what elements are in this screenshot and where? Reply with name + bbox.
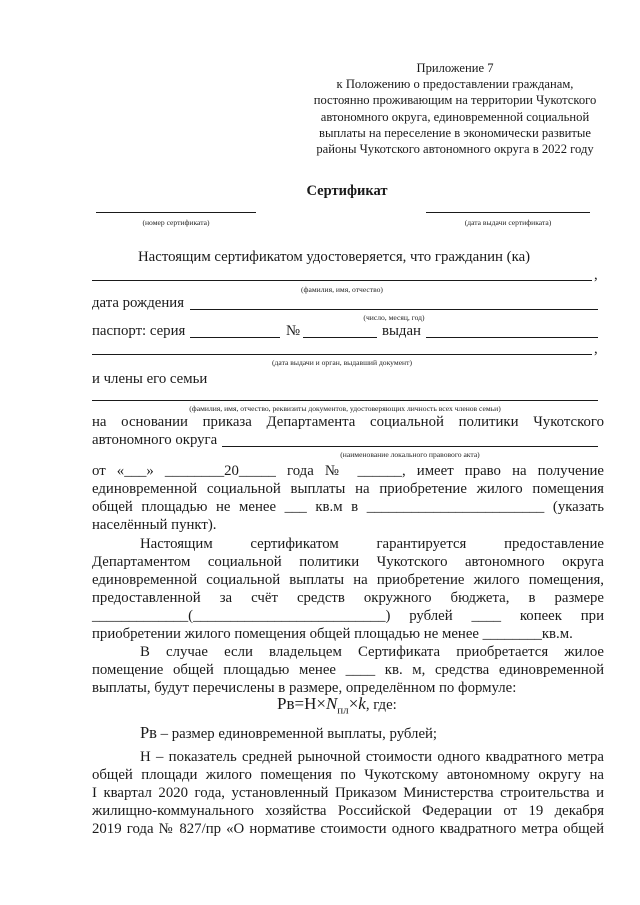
body-line: населённый пункт). bbox=[92, 517, 217, 533]
appendix-line: выплаты на переселение в экономически развитые bbox=[319, 125, 591, 140]
certify-intro: Настоящим сертификатом удостоверяется, что гражданин (ка) bbox=[138, 249, 531, 265]
issue-date-field[interactable] bbox=[426, 212, 590, 213]
body-line: 2019 года № 827/пр «О нормативе стоимости одного квадратного метра общей bbox=[92, 821, 604, 837]
fio-field[interactable] bbox=[92, 280, 592, 281]
family-field[interactable] bbox=[92, 400, 598, 401]
body-line: помещение общей площадью менее ____ кв. м, средства единовременной bbox=[92, 662, 604, 678]
body-line: Настоящим сертификатом гарантируется предоставление bbox=[140, 536, 604, 552]
passport-issued-field[interactable] bbox=[426, 337, 598, 338]
body-line: общей площадью не менее ___ кв.м в ________________________ (указать bbox=[92, 499, 604, 515]
body-line: автономного округа bbox=[92, 432, 218, 448]
formula-h: Н bbox=[304, 694, 317, 713]
family-label: и члены его семьи bbox=[92, 371, 208, 387]
dob-caption: (число, месяц, год) bbox=[363, 313, 425, 322]
document-title: Сертификат bbox=[306, 183, 388, 199]
body-line: _____________(__________________________) рублей ____ копеек при bbox=[92, 608, 604, 624]
passport-issuer-caption: (дата выдачи и орган, выдавший документ) bbox=[272, 358, 412, 367]
act-name-caption: (наименование локального правового акта) bbox=[340, 450, 480, 459]
formula-k: k bbox=[358, 694, 366, 713]
formula-n: N bbox=[325, 694, 338, 713]
body-line: жилищно-коммунального хозяйства Российской Федерации от 19 декабря bbox=[92, 803, 604, 819]
act-name-field[interactable] bbox=[222, 446, 598, 447]
cert-number-caption: (номер сертификата) bbox=[142, 218, 210, 227]
body-line: I квартал 2020 года, установленный Приказом Министерства строительства и bbox=[92, 785, 604, 801]
passport-series-field[interactable] bbox=[190, 337, 280, 338]
formula-times: × bbox=[316, 694, 326, 713]
body-line: от «___» ________20_____ года № ______, имеет право на получение bbox=[92, 463, 604, 479]
appendix-line: районы Чукотского автономного округа в 2022 году bbox=[316, 142, 594, 157]
passport-series-label: паспорт: серия bbox=[92, 323, 186, 339]
passport-issuer-field[interactable] bbox=[92, 354, 592, 355]
body-line: предоставленной за счёт средств окружного бюджета, в размере bbox=[92, 590, 604, 606]
family-caption: (фамилия, имя, отчество, реквизиты документов, удостоверяющих личность всех членов семьи) bbox=[189, 404, 501, 413]
appendix-line: к Положению о предоставлении гражданам, bbox=[336, 77, 574, 92]
def-rv bbox=[140, 724, 437, 743]
passport-issued-label: выдан bbox=[382, 323, 421, 339]
def-rv-symbol: Рв bbox=[140, 723, 157, 742]
appendix-line: Приложение 7 bbox=[416, 61, 494, 75]
body-line: единовременной социальной выплаты на приобретение жилого помещения bbox=[92, 481, 604, 497]
body-line: единовременной социальной выплаты на приобретение жилого помещения, bbox=[92, 572, 604, 588]
body-line: Н – показатель средней рыночной стоимости одного квадратного метра bbox=[140, 749, 604, 765]
appendix-line: автономного округа, единовременной социальной bbox=[320, 109, 590, 124]
issue-date-caption: (дата выдачи сертификата) bbox=[464, 218, 552, 227]
payout-formula bbox=[277, 694, 397, 716]
formula-eq: = bbox=[294, 694, 305, 713]
formula-tail: , где: bbox=[365, 697, 397, 713]
body-line: выплаты, будут перечислены в размере, определённом по формуле: bbox=[92, 680, 517, 696]
body-line: приобретении жилого помещения общей площадью не менее ________кв.м. bbox=[92, 626, 573, 642]
body-line: Департаментом социальной политики Чукотского автономного округа bbox=[92, 554, 604, 570]
fio-comma: , bbox=[594, 267, 598, 283]
def-rv-text: – размер единовременной выплаты, рублей; bbox=[156, 726, 438, 742]
formula-times: × bbox=[348, 694, 359, 713]
body-line: общей площади жилого помещения по Чукотскому автономному округу на bbox=[92, 767, 604, 783]
dob-label: дата рождения bbox=[92, 295, 185, 311]
passport-number-sign: № bbox=[286, 323, 301, 339]
body-line: на основании приказа Департамента социальной политики Чукотского bbox=[92, 414, 604, 430]
fio-caption: (фамилия, имя, отчество) bbox=[301, 285, 383, 294]
cert-number-field[interactable] bbox=[96, 212, 256, 213]
dob-field[interactable] bbox=[190, 309, 598, 310]
appendix-line: постоянно проживающим на территории Чукотского bbox=[313, 93, 597, 108]
passport-number-field[interactable] bbox=[303, 337, 377, 338]
appendix-block bbox=[300, 60, 610, 157]
body-line: В случае если владельцем Сертификата приобретается жилое bbox=[140, 644, 604, 660]
passport-comma: , bbox=[594, 341, 598, 357]
formula-n-sub: пл bbox=[337, 704, 349, 717]
formula-lhs: Рв bbox=[277, 694, 295, 713]
